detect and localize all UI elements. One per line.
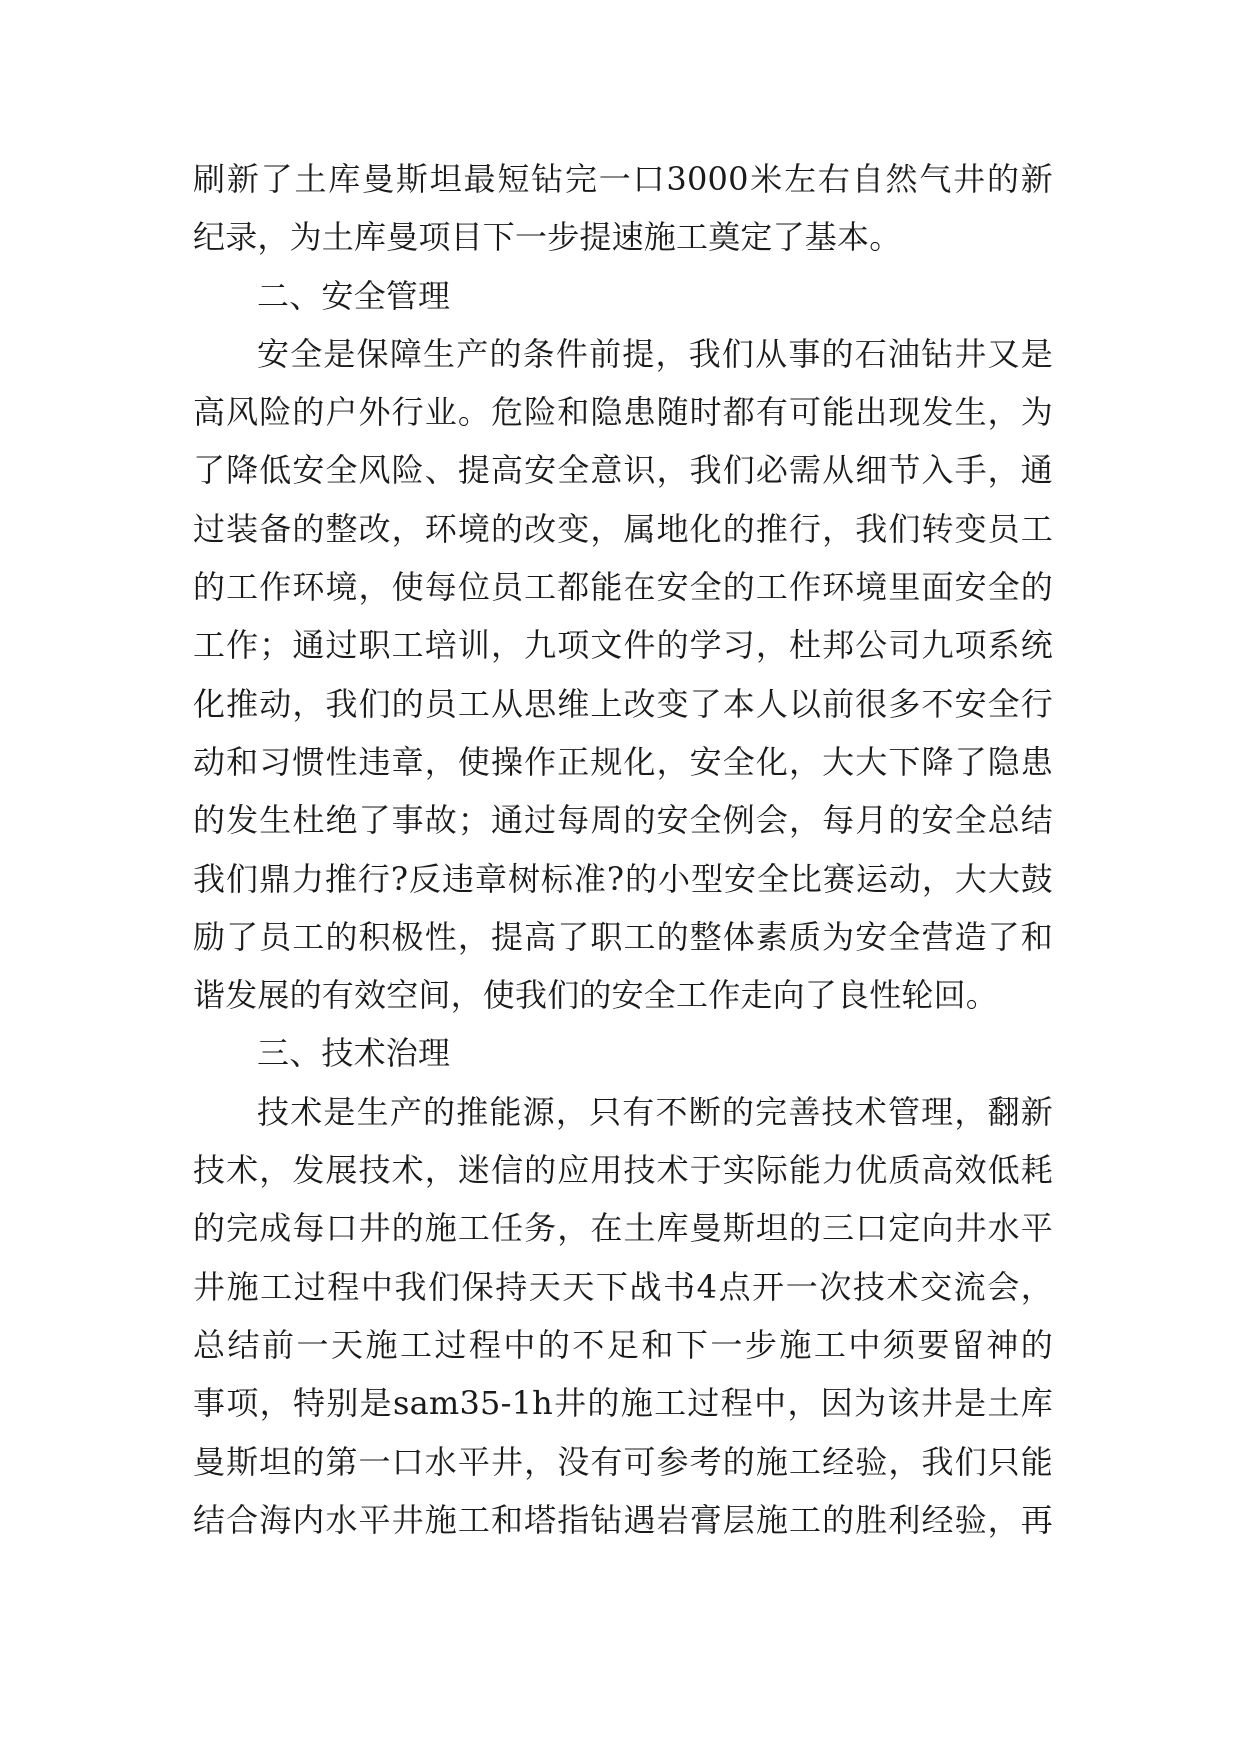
text-line: 技术是生产的推能源，只有不断的完善技术管理，翻新 (257, 1092, 1053, 1131)
text-line: 化推动，我们的员工从思维上改变了本人以前很多不安全行 (193, 684, 1053, 723)
text-line: 谐发展的有效空间，使我们的安全工作走向了良性轮回。 (193, 976, 999, 1015)
section-heading: 三、技术治理 (257, 1034, 451, 1073)
text-line: 的完成每口井的施工任务，在土库曼斯坦的三口定向井水平 (193, 1209, 1053, 1248)
text-line: 了降低安全风险、提高安全意识，我们必需从细节入手，通 (193, 451, 1053, 490)
text-line: 刷新了土库曼斯坦最短钻完一口3000米左右自然气井的新 (193, 160, 1053, 198)
body-text (193, 150, 1053, 1549)
text-line: 工作；通过职工培训，九项文件的学习，杜邦公司九项系统 (193, 626, 1053, 665)
text-line: 励了员工的积极性，提高了职工的整体素质为安全营造了和 (193, 917, 1053, 956)
text-line: 的工作环境，使每位员工都能在安全的工作环境里面安全的 (193, 568, 1053, 607)
text-line: 高风险的户外行业。危险和隐患随时都有可能出现发生，为 (193, 393, 1053, 432)
text-line: 过装备的整改，环境的改变，属地化的推行，我们转变员工 (193, 509, 1053, 548)
text-line: 安全是保障生产的条件前提，我们从事的石油钻井又是 (257, 334, 1053, 373)
text-line: 结合海内水平井施工和塔指钻遇岩膏层施工的胜利经验，再 (193, 1500, 1053, 1539)
section-heading: 二、安全管理 (257, 276, 451, 315)
text-line: 曼斯坦的第一口水平井，没有可参考的施工经验，我们只能 (193, 1442, 1053, 1481)
text-line: 动和习惯性违章，使操作正规化，安全化，大大下降了隐患 (193, 742, 1053, 781)
text-line: 井施工过程中我们保持天天下战书4点开一次技术交流会， (193, 1267, 1053, 1306)
text-line: 纪录，为土库曼项目下一步提速施工奠定了基本。 (193, 218, 902, 257)
text-line: 我们鼎力推行?反违章树标准?的小型安全比赛运动，大大鼓 (193, 859, 1053, 898)
text-line: 技术，发展技术，迷信的应用技术于实际能力优质高效低耗 (193, 1151, 1053, 1190)
text-line: 的发生杜绝了事故；通过每周的安全例会，每月的安全总结 (193, 801, 1053, 840)
text-line: 总结前一天施工过程中的不足和下一步施工中须要留神的 (193, 1325, 1053, 1364)
text-line: 事项，特别是sam35-1h井的施工过程中，因为该井是土库 (193, 1384, 1053, 1423)
